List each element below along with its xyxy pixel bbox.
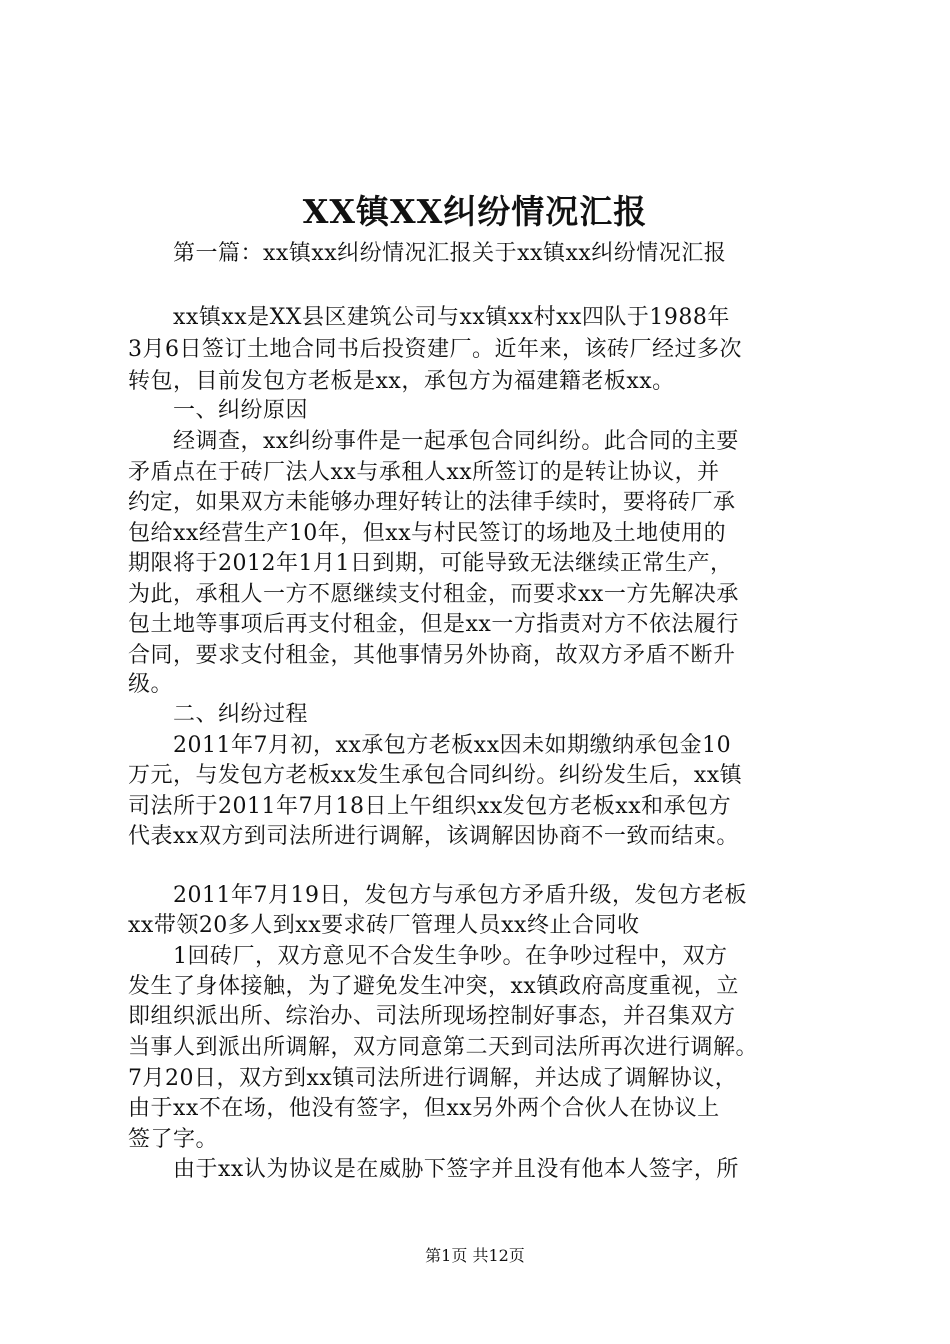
text-line: 当事人到派出所调解，双方同意第二天到司法所再次进行调解。 [128,1035,759,1060]
text-line: 3月6日签订土地合同书后投资建厂。近年来，该砖厂经过多次 [128,337,742,362]
text-line: xx带领20多人到xx要求砖厂管理人员xx终止合同收 [128,913,640,938]
text-line: 7月20日，双方到xx镇司法所进行调解，并达成了调解协议， [128,1066,738,1091]
text-line: 包给xx经营生产10年，但xx与村民签订的场地及土地使用的 [128,521,727,546]
page-footer: 第1页 共12页 [425,1246,525,1265]
text-line: 司法所于2011年7月18日上午组织xx发包方老板xx和承包方 [128,794,732,819]
text-line: 合同，要求支付租金，其他事情另外协商，故双方矛盾不断升 [128,643,736,668]
text-line: 发生了身体接触，为了避免发生冲突，xx镇政府高度重视，立 [128,974,739,999]
text-line: 转包，目前发包方老板是xx，承包方为福建籍老板xx。 [128,369,675,394]
text-line: 由于xx不在场，他没有签字，但xx另外两个合伙人在协议上 [128,1096,720,1121]
text-line: 二、纠纷过程 [128,702,309,727]
text-line: 约定，如果双方未能够办理好转让的法律手续时，要将砖厂承 [128,490,736,515]
text-line: xx镇xx是XX县区建筑公司与xx镇xx村xx四队于1988年 [128,305,730,330]
text-line: 包土地等事项后再支付租金，但是xx一方指责对方不依法履行 [128,612,739,637]
text-line: 1回砖厂，双方意见不合发生争吵。在争吵过程中，双方 [128,944,728,969]
text-line: 2011年7月初，xx承包方老板xx因未如期缴纳承包金10 [128,733,732,758]
text-line: 矛盾点在于砖厂法人xx与承租人xx所签订的是转让协议，并 [128,460,720,485]
text-line: 即组织派出所、综治办、司法所现场控制好事态，并召集双方 [128,1004,736,1029]
text-line: 万元，与发包方老板xx发生承包合同纠纷。纠纷发生后，xx镇 [128,763,743,788]
text-line: 经调查，xx纠纷事件是一起承包合同纠纷。此合同的主要 [128,429,739,454]
document-title: XX镇XX纠纷情况汇报 [302,192,648,231]
text-line: 期限将于2012年1月1日到期，可能导致无法继续正常生产， [128,551,733,576]
text-line: 第一篇：xx镇xx纠纷情况汇报关于xx镇xx纠纷情况汇报 [128,241,727,266]
text-line: 代表xx双方到司法所进行调解，该调解因协商不一致而结束。 [128,824,739,849]
text-line: 签了字。 [128,1127,219,1152]
text-line: 级。 [128,672,174,697]
text-line: 为此，承租人一方不愿继续支付租金，而要求xx一方先解决承 [128,582,739,607]
text-line: 2011年7月19日，发包方与承包方矛盾升级，发包方老板 [128,883,747,908]
text-line: 一、纠纷原因 [128,398,309,423]
text-line: 由于xx认为协议是在威胁下签字并且没有他本人签字，所 [128,1157,739,1182]
